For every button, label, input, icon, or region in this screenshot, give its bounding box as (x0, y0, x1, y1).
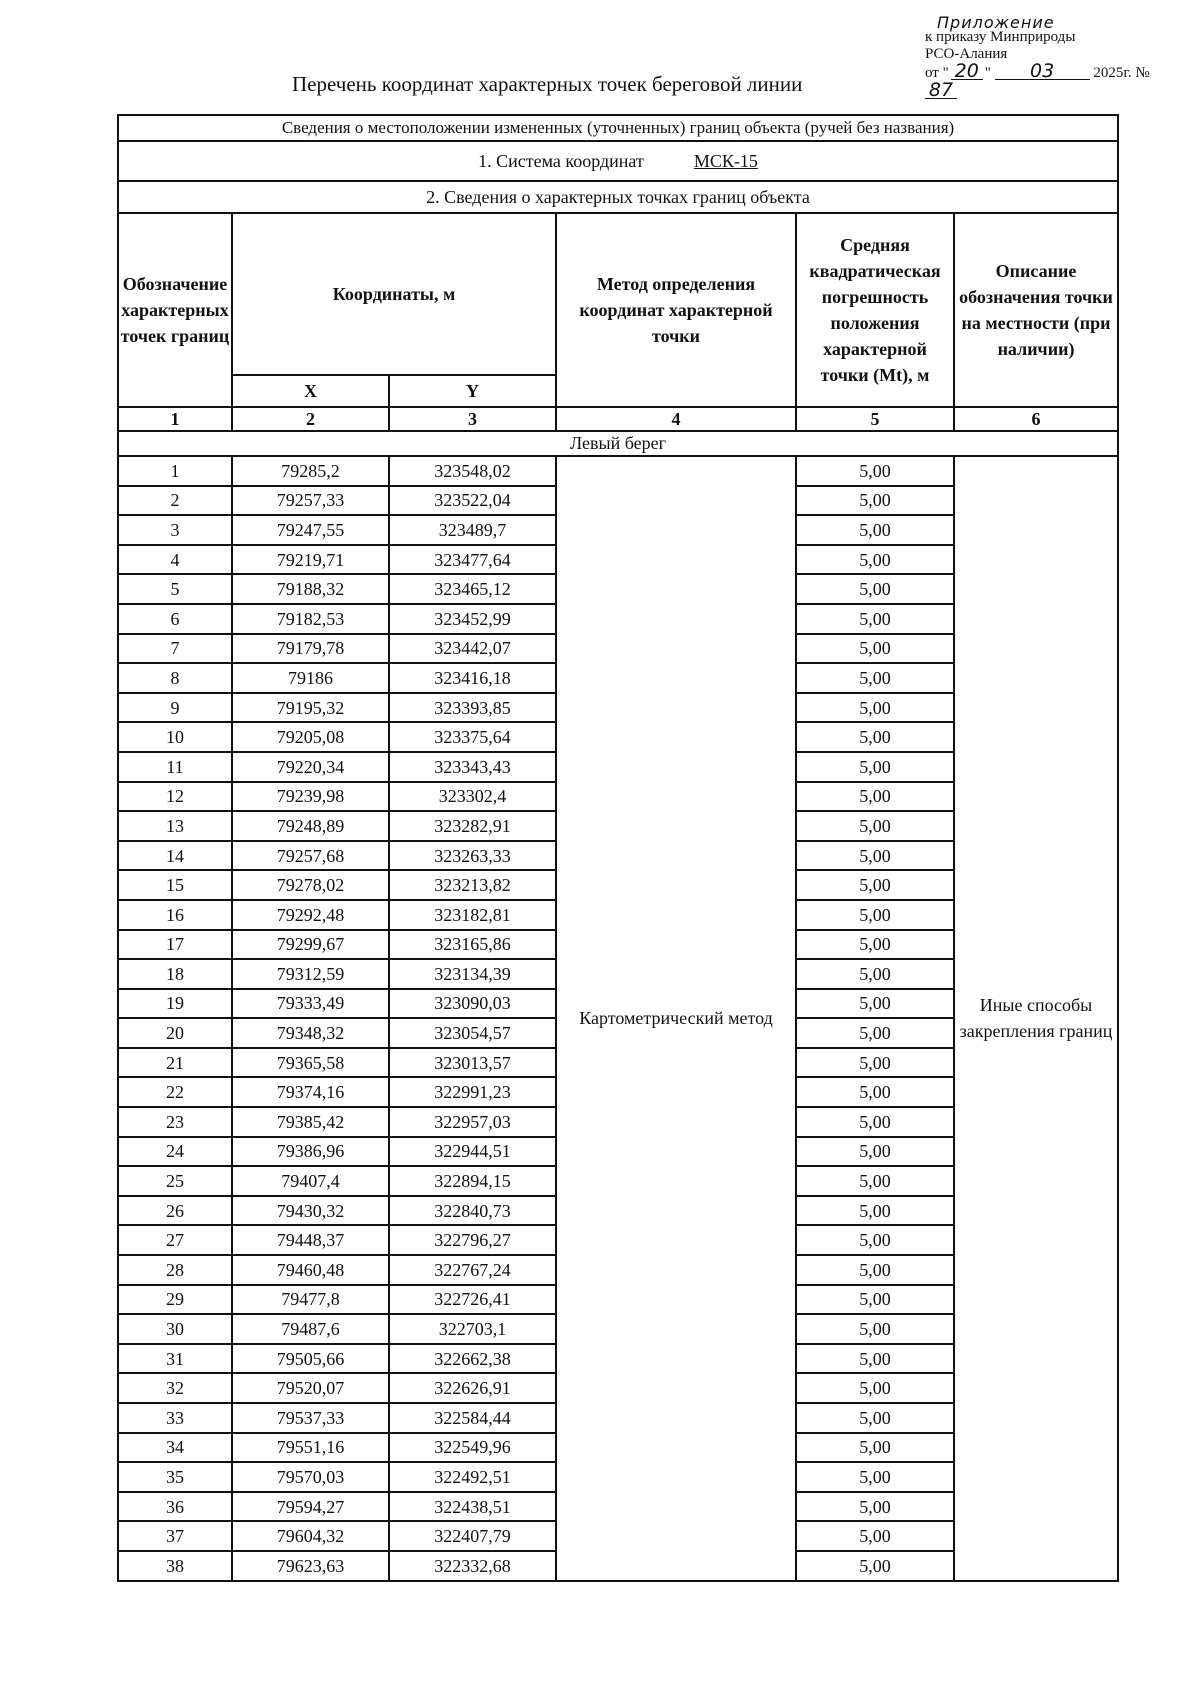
y-coordinate-cell: 323134,39 (389, 959, 556, 989)
point-number-cell: 30 (118, 1314, 232, 1344)
error-cell: 5,00 (796, 1551, 954, 1581)
x-coordinate-cell: 79205,08 (232, 722, 389, 752)
error-cell: 5,00 (796, 1048, 954, 1078)
x-coordinate-cell: 79385,42 (232, 1107, 389, 1137)
y-coordinate-cell: 323477,64 (389, 545, 556, 575)
y-coordinate-cell: 322407,79 (389, 1521, 556, 1551)
y-coordinate-cell: 322662,38 (389, 1344, 556, 1374)
header-x: X (232, 375, 389, 407)
point-number-cell: 28 (118, 1255, 232, 1285)
y-coordinate-cell: 323548,02 (389, 456, 556, 486)
column-number: 2 (232, 407, 389, 431)
error-cell: 5,00 (796, 1255, 954, 1285)
coord-system-row (118, 141, 1118, 181)
point-number-cell: 36 (118, 1492, 232, 1522)
x-coordinate-cell: 79604,32 (232, 1521, 389, 1551)
column-number: 6 (954, 407, 1118, 431)
points-section-label: 2. Сведения о характерных точках границ объекта (118, 181, 1118, 213)
x-coordinate-cell: 79299,67 (232, 930, 389, 960)
point-number-cell: 7 (118, 634, 232, 664)
y-coordinate-cell: 323282,91 (389, 811, 556, 841)
x-coordinate-cell: 79537,33 (232, 1403, 389, 1433)
point-number-cell: 13 (118, 811, 232, 841)
point-number-cell: 4 (118, 545, 232, 575)
x-coordinate-cell: 79333,49 (232, 989, 389, 1019)
x-coordinate-cell: 79182,53 (232, 604, 389, 634)
coord-system-label: 1. Система координат (478, 150, 644, 171)
y-coordinate-cell: 322894,15 (389, 1166, 556, 1196)
x-coordinate-cell: 79365,58 (232, 1048, 389, 1078)
x-coordinate-cell: 79570,03 (232, 1462, 389, 1492)
x-coordinate-cell: 79285,2 (232, 456, 389, 486)
error-cell: 5,00 (796, 663, 954, 693)
x-coordinate-cell: 79374,16 (232, 1077, 389, 1107)
point-number-cell: 26 (118, 1196, 232, 1226)
x-coordinate-cell: 79188,32 (232, 574, 389, 604)
error-cell: 5,00 (796, 870, 954, 900)
error-cell: 5,00 (796, 604, 954, 634)
point-number-cell: 9 (118, 693, 232, 723)
approval-number: 87 (925, 82, 957, 99)
x-coordinate-cell: 79623,63 (232, 1551, 389, 1581)
coordinates-table (117, 114, 1119, 1582)
y-coordinate-cell: 322332,68 (389, 1551, 556, 1581)
error-cell: 5,00 (796, 486, 954, 516)
point-number-cell: 17 (118, 930, 232, 960)
approval-stamp (925, 14, 1175, 101)
error-cell: 5,00 (796, 811, 954, 841)
header-error: Средняя квадратическая погрешность положения характерной точки (Mt), м (796, 213, 954, 407)
error-cell: 5,00 (796, 693, 954, 723)
y-coordinate-cell: 323054,57 (389, 1018, 556, 1048)
point-number-cell: 37 (118, 1521, 232, 1551)
x-coordinate-cell: 79460,48 (232, 1255, 389, 1285)
error-cell: 5,00 (796, 1137, 954, 1167)
error-cell: 5,00 (796, 1077, 954, 1107)
y-coordinate-cell: 323416,18 (389, 663, 556, 693)
y-coordinate-cell: 322796,27 (389, 1225, 556, 1255)
info-header-row (118, 115, 1118, 141)
point-number-cell: 19 (118, 989, 232, 1019)
point-number-cell: 21 (118, 1048, 232, 1078)
y-coordinate-cell: 322957,03 (389, 1107, 556, 1137)
column-number: 3 (389, 407, 556, 431)
approval-date-line (925, 60, 1175, 101)
y-coordinate-cell: 323213,82 (389, 870, 556, 900)
description-cell: Иные способы закрепления границ (954, 456, 1118, 1581)
point-number-cell: 31 (118, 1344, 232, 1374)
point-number-cell: 12 (118, 782, 232, 812)
error-cell: 5,00 (796, 515, 954, 545)
y-coordinate-cell: 323452,99 (389, 604, 556, 634)
error-cell: 5,00 (796, 1521, 954, 1551)
x-coordinate-cell: 79220,34 (232, 752, 389, 782)
error-cell: 5,00 (796, 1166, 954, 1196)
y-coordinate-cell: 323393,85 (389, 693, 556, 723)
point-number-cell: 15 (118, 870, 232, 900)
y-coordinate-cell: 323263,33 (389, 841, 556, 871)
bank-row (118, 431, 1118, 456)
error-cell: 5,00 (796, 1433, 954, 1463)
x-coordinate-cell: 79179,78 (232, 634, 389, 664)
y-coordinate-cell: 323343,43 (389, 752, 556, 782)
y-coordinate-cell: 322840,73 (389, 1196, 556, 1226)
error-cell: 5,00 (796, 456, 954, 486)
header-description: Описание обозначения точки на местности (при наличии) (954, 213, 1118, 407)
error-cell: 5,00 (796, 1107, 954, 1137)
y-coordinate-cell: 323165,86 (389, 930, 556, 960)
y-coordinate-cell: 322703,1 (389, 1314, 556, 1344)
point-number-cell: 33 (118, 1403, 232, 1433)
x-coordinate-cell: 79195,32 (232, 693, 389, 723)
point-number-cell: 6 (118, 604, 232, 634)
y-coordinate-cell: 323302,4 (389, 782, 556, 812)
approval-month: 03 (995, 63, 1090, 80)
error-cell: 5,00 (796, 1314, 954, 1344)
y-coordinate-cell: 322584,44 (389, 1403, 556, 1433)
approval-from-label: от (925, 65, 939, 81)
error-cell: 5,00 (796, 1373, 954, 1403)
error-cell: 5,00 (796, 574, 954, 604)
point-number-cell: 8 (118, 663, 232, 693)
y-coordinate-cell: 323489,7 (389, 515, 556, 545)
point-number-cell: 5 (118, 574, 232, 604)
error-cell: 5,00 (796, 989, 954, 1019)
error-cell: 5,00 (796, 545, 954, 575)
column-number: 1 (118, 407, 232, 431)
y-coordinate-cell: 323375,64 (389, 722, 556, 752)
y-coordinate-cell: 322991,23 (389, 1077, 556, 1107)
document-title: Перечень координат характерных точек береговой линии (292, 72, 803, 96)
x-coordinate-cell: 79487,6 (232, 1314, 389, 1344)
x-coordinate-cell: 79219,71 (232, 545, 389, 575)
header-coords: Координаты, м (232, 213, 556, 375)
point-number-cell: 23 (118, 1107, 232, 1137)
point-number-cell: 38 (118, 1551, 232, 1581)
point-number-cell: 35 (118, 1462, 232, 1492)
x-coordinate-cell: 79430,32 (232, 1196, 389, 1226)
point-number-cell: 27 (118, 1225, 232, 1255)
error-cell: 5,00 (796, 1018, 954, 1048)
error-cell: 5,00 (796, 1462, 954, 1492)
x-coordinate-cell: 79520,07 (232, 1373, 389, 1403)
error-cell: 5,00 (796, 930, 954, 960)
point-number-cell: 14 (118, 841, 232, 871)
point-number-cell: 34 (118, 1433, 232, 1463)
y-coordinate-cell: 322549,96 (389, 1433, 556, 1463)
error-cell: 5,00 (796, 1344, 954, 1374)
column-numbers-row (118, 407, 1118, 431)
x-coordinate-cell: 79348,32 (232, 1018, 389, 1048)
x-coordinate-cell: 79239,98 (232, 782, 389, 812)
point-number-cell: 2 (118, 486, 232, 516)
point-number-cell: 3 (118, 515, 232, 545)
quote-open: " (942, 65, 949, 81)
y-coordinate-cell: 323182,81 (389, 900, 556, 930)
point-number-cell: 25 (118, 1166, 232, 1196)
x-coordinate-cell: 79312,59 (232, 959, 389, 989)
y-coordinate-cell: 323465,12 (389, 574, 556, 604)
x-coordinate-cell: 79407,4 (232, 1166, 389, 1196)
point-number-cell: 22 (118, 1077, 232, 1107)
info-header: Сведения о местоположении измененных (уточненных) границ объекта (ручей без названия) (118, 115, 1118, 141)
x-coordinate-cell: 79257,33 (232, 486, 389, 516)
point-number-cell: 11 (118, 752, 232, 782)
error-cell: 5,00 (796, 752, 954, 782)
y-coordinate-cell: 323522,04 (389, 486, 556, 516)
error-cell: 5,00 (796, 959, 954, 989)
header-row (118, 213, 1118, 375)
x-coordinate-cell: 79247,55 (232, 515, 389, 545)
header-method: Метод определения координат характерной точки (556, 213, 796, 407)
point-number-cell: 18 (118, 959, 232, 989)
x-coordinate-cell: 79248,89 (232, 811, 389, 841)
approval-line-order: к приказу Минприроды (925, 29, 1076, 45)
approval-day: 20 (951, 63, 983, 80)
y-coordinate-cell: 322767,24 (389, 1255, 556, 1285)
x-coordinate-cell: 79257,68 (232, 841, 389, 871)
y-coordinate-cell: 323090,03 (389, 989, 556, 1019)
y-coordinate-cell: 322438,51 (389, 1492, 556, 1522)
error-cell: 5,00 (796, 782, 954, 812)
x-coordinate-cell: 79477,8 (232, 1285, 389, 1315)
header-point: Обозначение характерных точек границ (118, 213, 232, 407)
point-number-cell: 1 (118, 456, 232, 486)
error-cell: 5,00 (796, 1225, 954, 1255)
method-cell: Картометрический метод (556, 456, 796, 1581)
point-number-cell: 10 (118, 722, 232, 752)
approval-line-region: РСО-Алания (925, 46, 1008, 62)
header-y: Y (389, 375, 556, 407)
column-number: 4 (556, 407, 796, 431)
y-coordinate-cell: 322626,91 (389, 1373, 556, 1403)
coord-system-value: МСК-15 (693, 150, 758, 171)
bank-label: Левый берег (118, 431, 1118, 456)
x-coordinate-cell: 79594,27 (232, 1492, 389, 1522)
error-cell: 5,00 (796, 1403, 954, 1433)
points-section-row (118, 181, 1118, 213)
point-number-cell: 24 (118, 1137, 232, 1167)
error-cell: 5,00 (796, 841, 954, 871)
error-cell: 5,00 (796, 722, 954, 752)
x-coordinate-cell: 79386,96 (232, 1137, 389, 1167)
x-coordinate-cell: 79186 (232, 663, 389, 693)
error-cell: 5,00 (796, 1285, 954, 1315)
error-cell: 5,00 (796, 1492, 954, 1522)
error-cell: 5,00 (796, 900, 954, 930)
point-number-cell: 29 (118, 1285, 232, 1315)
y-coordinate-cell: 322944,51 (389, 1137, 556, 1167)
error-cell: 5,00 (796, 634, 954, 664)
approval-year-label: 2025г. № (1093, 65, 1150, 81)
y-coordinate-cell: 323013,57 (389, 1048, 556, 1078)
point-number-cell: 32 (118, 1373, 232, 1403)
error-cell: 5,00 (796, 1196, 954, 1226)
approval-title: Приложение (937, 13, 1055, 32)
x-coordinate-cell: 79551,16 (232, 1433, 389, 1463)
x-coordinate-cell: 79505,66 (232, 1344, 389, 1374)
quote-close: " (984, 65, 991, 81)
x-coordinate-cell: 79448,37 (232, 1225, 389, 1255)
x-coordinate-cell: 79278,02 (232, 870, 389, 900)
point-number-cell: 20 (118, 1018, 232, 1048)
y-coordinate-cell: 322492,51 (389, 1462, 556, 1492)
table-row (118, 456, 1118, 486)
y-coordinate-cell: 322726,41 (389, 1285, 556, 1315)
x-coordinate-cell: 79292,48 (232, 900, 389, 930)
point-number-cell: 16 (118, 900, 232, 930)
column-number: 5 (796, 407, 954, 431)
y-coordinate-cell: 323442,07 (389, 634, 556, 664)
